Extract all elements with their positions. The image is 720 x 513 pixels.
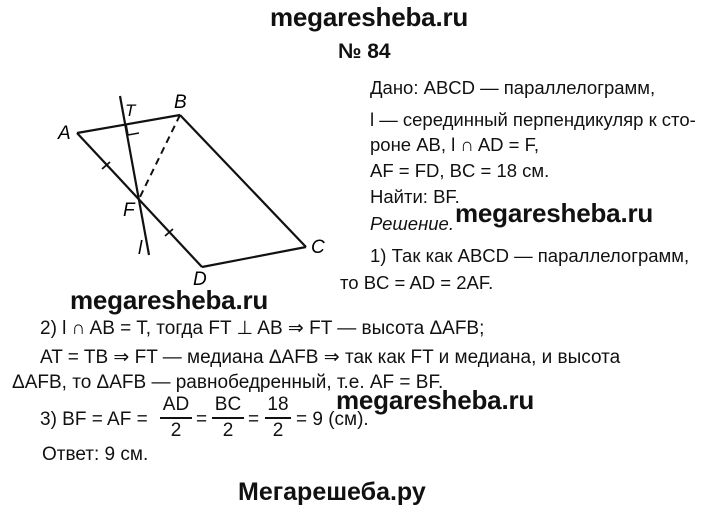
parallelogram-figure: [50, 85, 340, 290]
label-b: B: [174, 92, 187, 113]
fraction-18-2: [265, 394, 291, 442]
given-line-3: роне AB, l ∩ AD = F,: [370, 134, 540, 155]
step2-line-c: ΔAFB, то ΔAFB — равнобедренный, т.е. AF = BF.: [12, 372, 444, 393]
equals-sign: =: [248, 409, 260, 430]
step3-result: = 9 (см).: [296, 409, 369, 430]
site-watermark-2: megaresheba.ru: [70, 285, 269, 315]
site-watermark-1: megaresheba.ru: [455, 198, 654, 228]
step1-line-a: 1) Так как ABCD — параллелограмм,: [370, 245, 690, 266]
fraction-denominator: 2: [170, 419, 182, 441]
step2-line-a: 2) l ∩ AB = T, тогда FT ⊥ AB ⇒ FT — высота ΔAFB;: [40, 318, 485, 339]
fraction-ad-2: [160, 394, 192, 442]
given-line-1: Дано: ABCD — параллелограмм,: [370, 77, 656, 98]
label-d: D: [193, 269, 207, 290]
fraction-denominator: 2: [222, 419, 234, 441]
given-line-2: l — серединный перпендикуляр к сто-: [370, 109, 696, 130]
segment-bf: [139, 115, 180, 199]
fraction-bc-2: [212, 394, 244, 442]
fraction-bar: [212, 417, 244, 419]
fraction-numerator: AD: [162, 394, 190, 415]
answer-line: Ответ: 9 см.: [42, 444, 149, 465]
equals-sign: =: [196, 409, 208, 430]
right-angle-mark: [126, 124, 139, 135]
problem-number: № 84: [338, 40, 391, 63]
fraction-numerator: BC: [214, 394, 242, 415]
site-watermark-3: megaresheba.ru: [336, 385, 535, 415]
site-watermark-top: megaresheba.ru: [270, 2, 469, 32]
side-cd: [202, 247, 306, 267]
given-line-4: AF = FD, BC = 18 см.: [370, 160, 550, 181]
label-t: T: [125, 101, 136, 120]
fraction-denominator: 2: [272, 419, 284, 441]
side-bc: [180, 115, 306, 247]
label-l: l: [138, 238, 143, 259]
solution-label: Решение.: [370, 213, 454, 234]
site-watermark-footer: Мегарешеба.ру: [238, 478, 426, 506]
step2-line-b: AT = TB ⇒ FT — медиана ΔAFB ⇒ так как FT и медиана, и высота: [40, 347, 621, 368]
fraction-bar: [265, 417, 291, 419]
fraction-numerator: 18: [267, 394, 289, 415]
fraction-bar: [160, 417, 192, 419]
label-c: C: [311, 237, 325, 258]
find-line: Найти: BF.: [370, 186, 460, 207]
step3-prefix: 3) BF = AF =: [40, 409, 148, 430]
label-a: A: [58, 123, 71, 144]
step1-line-b: то BC = AD = 2AF.: [340, 272, 494, 293]
label-f: F: [123, 200, 135, 221]
